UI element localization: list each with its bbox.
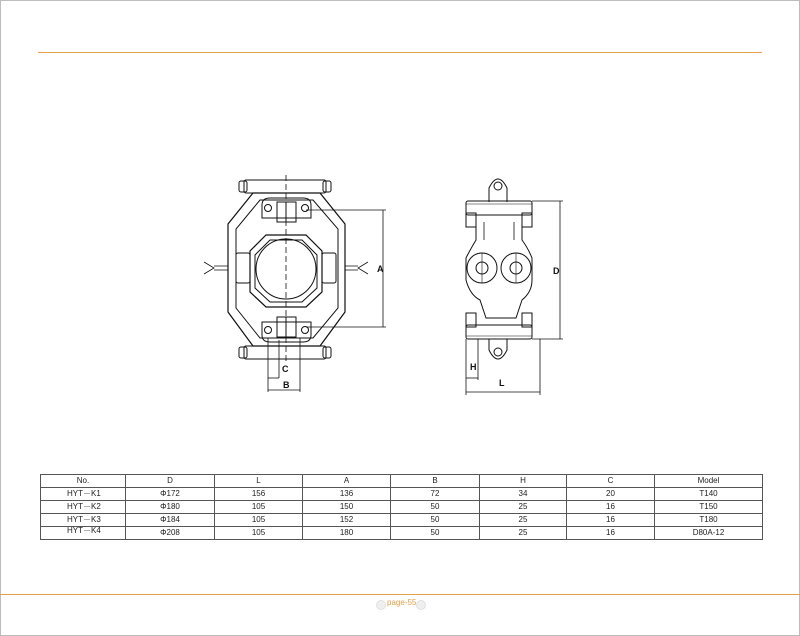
dim-label-h: H	[470, 362, 477, 372]
table-cell: 34	[480, 488, 567, 501]
table-row	[41, 501, 763, 514]
table-cell: 105	[215, 527, 303, 540]
table-row	[41, 527, 763, 540]
page-dot-icon	[376, 600, 386, 610]
table-cell: HYT－K1	[41, 488, 126, 501]
dim-label-a: A	[377, 264, 384, 274]
specification-table	[40, 474, 763, 540]
dim-label-l: L	[499, 378, 505, 388]
table-cell: D80A-12	[655, 527, 763, 540]
table-cell: HYT－K2	[41, 501, 126, 514]
table-cell: 50	[391, 527, 480, 540]
table-cell: Φ172	[126, 488, 215, 501]
column-header: D	[126, 475, 215, 488]
table-cell: 25	[480, 514, 567, 527]
table-cell: 20	[567, 488, 655, 501]
column-header: A	[303, 475, 391, 488]
table-cell: 150	[303, 501, 391, 514]
footer-rule	[0, 594, 800, 595]
table-cell: 180	[303, 527, 391, 540]
table-cell: 136	[303, 488, 391, 501]
column-header: H	[480, 475, 567, 488]
page-number-text: page-55	[387, 598, 417, 607]
table-cell: 152	[303, 514, 391, 527]
table-header-row	[41, 475, 763, 488]
side-view	[466, 179, 563, 395]
table-cell: T180	[655, 514, 763, 527]
table-row	[41, 514, 763, 527]
page-dot-icon	[416, 600, 426, 610]
table-cell: 25	[480, 527, 567, 540]
table-cell: T140	[655, 488, 763, 501]
table-cell: Φ180	[126, 501, 215, 514]
table-cell: 105	[215, 514, 303, 527]
column-header: B	[391, 475, 480, 488]
table-cell: 72	[391, 488, 480, 501]
front-view	[204, 175, 386, 392]
table-cell: T150	[655, 501, 763, 514]
table-cell: HYT－K3	[41, 514, 126, 527]
column-header: No.	[41, 475, 126, 488]
dim-label-c: C	[282, 364, 289, 374]
page-number	[376, 598, 424, 610]
table-cell: 16	[567, 514, 655, 527]
dim-label-d: D	[553, 266, 560, 276]
dim-label-b: B	[283, 380, 290, 390]
column-header: L	[215, 475, 303, 488]
table-cell: 105	[215, 501, 303, 514]
column-header: Model	[655, 475, 763, 488]
table-cell: 16	[567, 527, 655, 540]
table-cell: Φ208	[126, 527, 215, 540]
table-cell: HYT－K4	[41, 527, 126, 540]
table-cell: 156	[215, 488, 303, 501]
table-cell: 25	[480, 501, 567, 514]
table-cell: 50	[391, 501, 480, 514]
table-row	[41, 488, 763, 501]
column-header: C	[567, 475, 655, 488]
table-cell: Φ184	[126, 514, 215, 527]
table-cell: 50	[391, 514, 480, 527]
table-cell: 16	[567, 501, 655, 514]
